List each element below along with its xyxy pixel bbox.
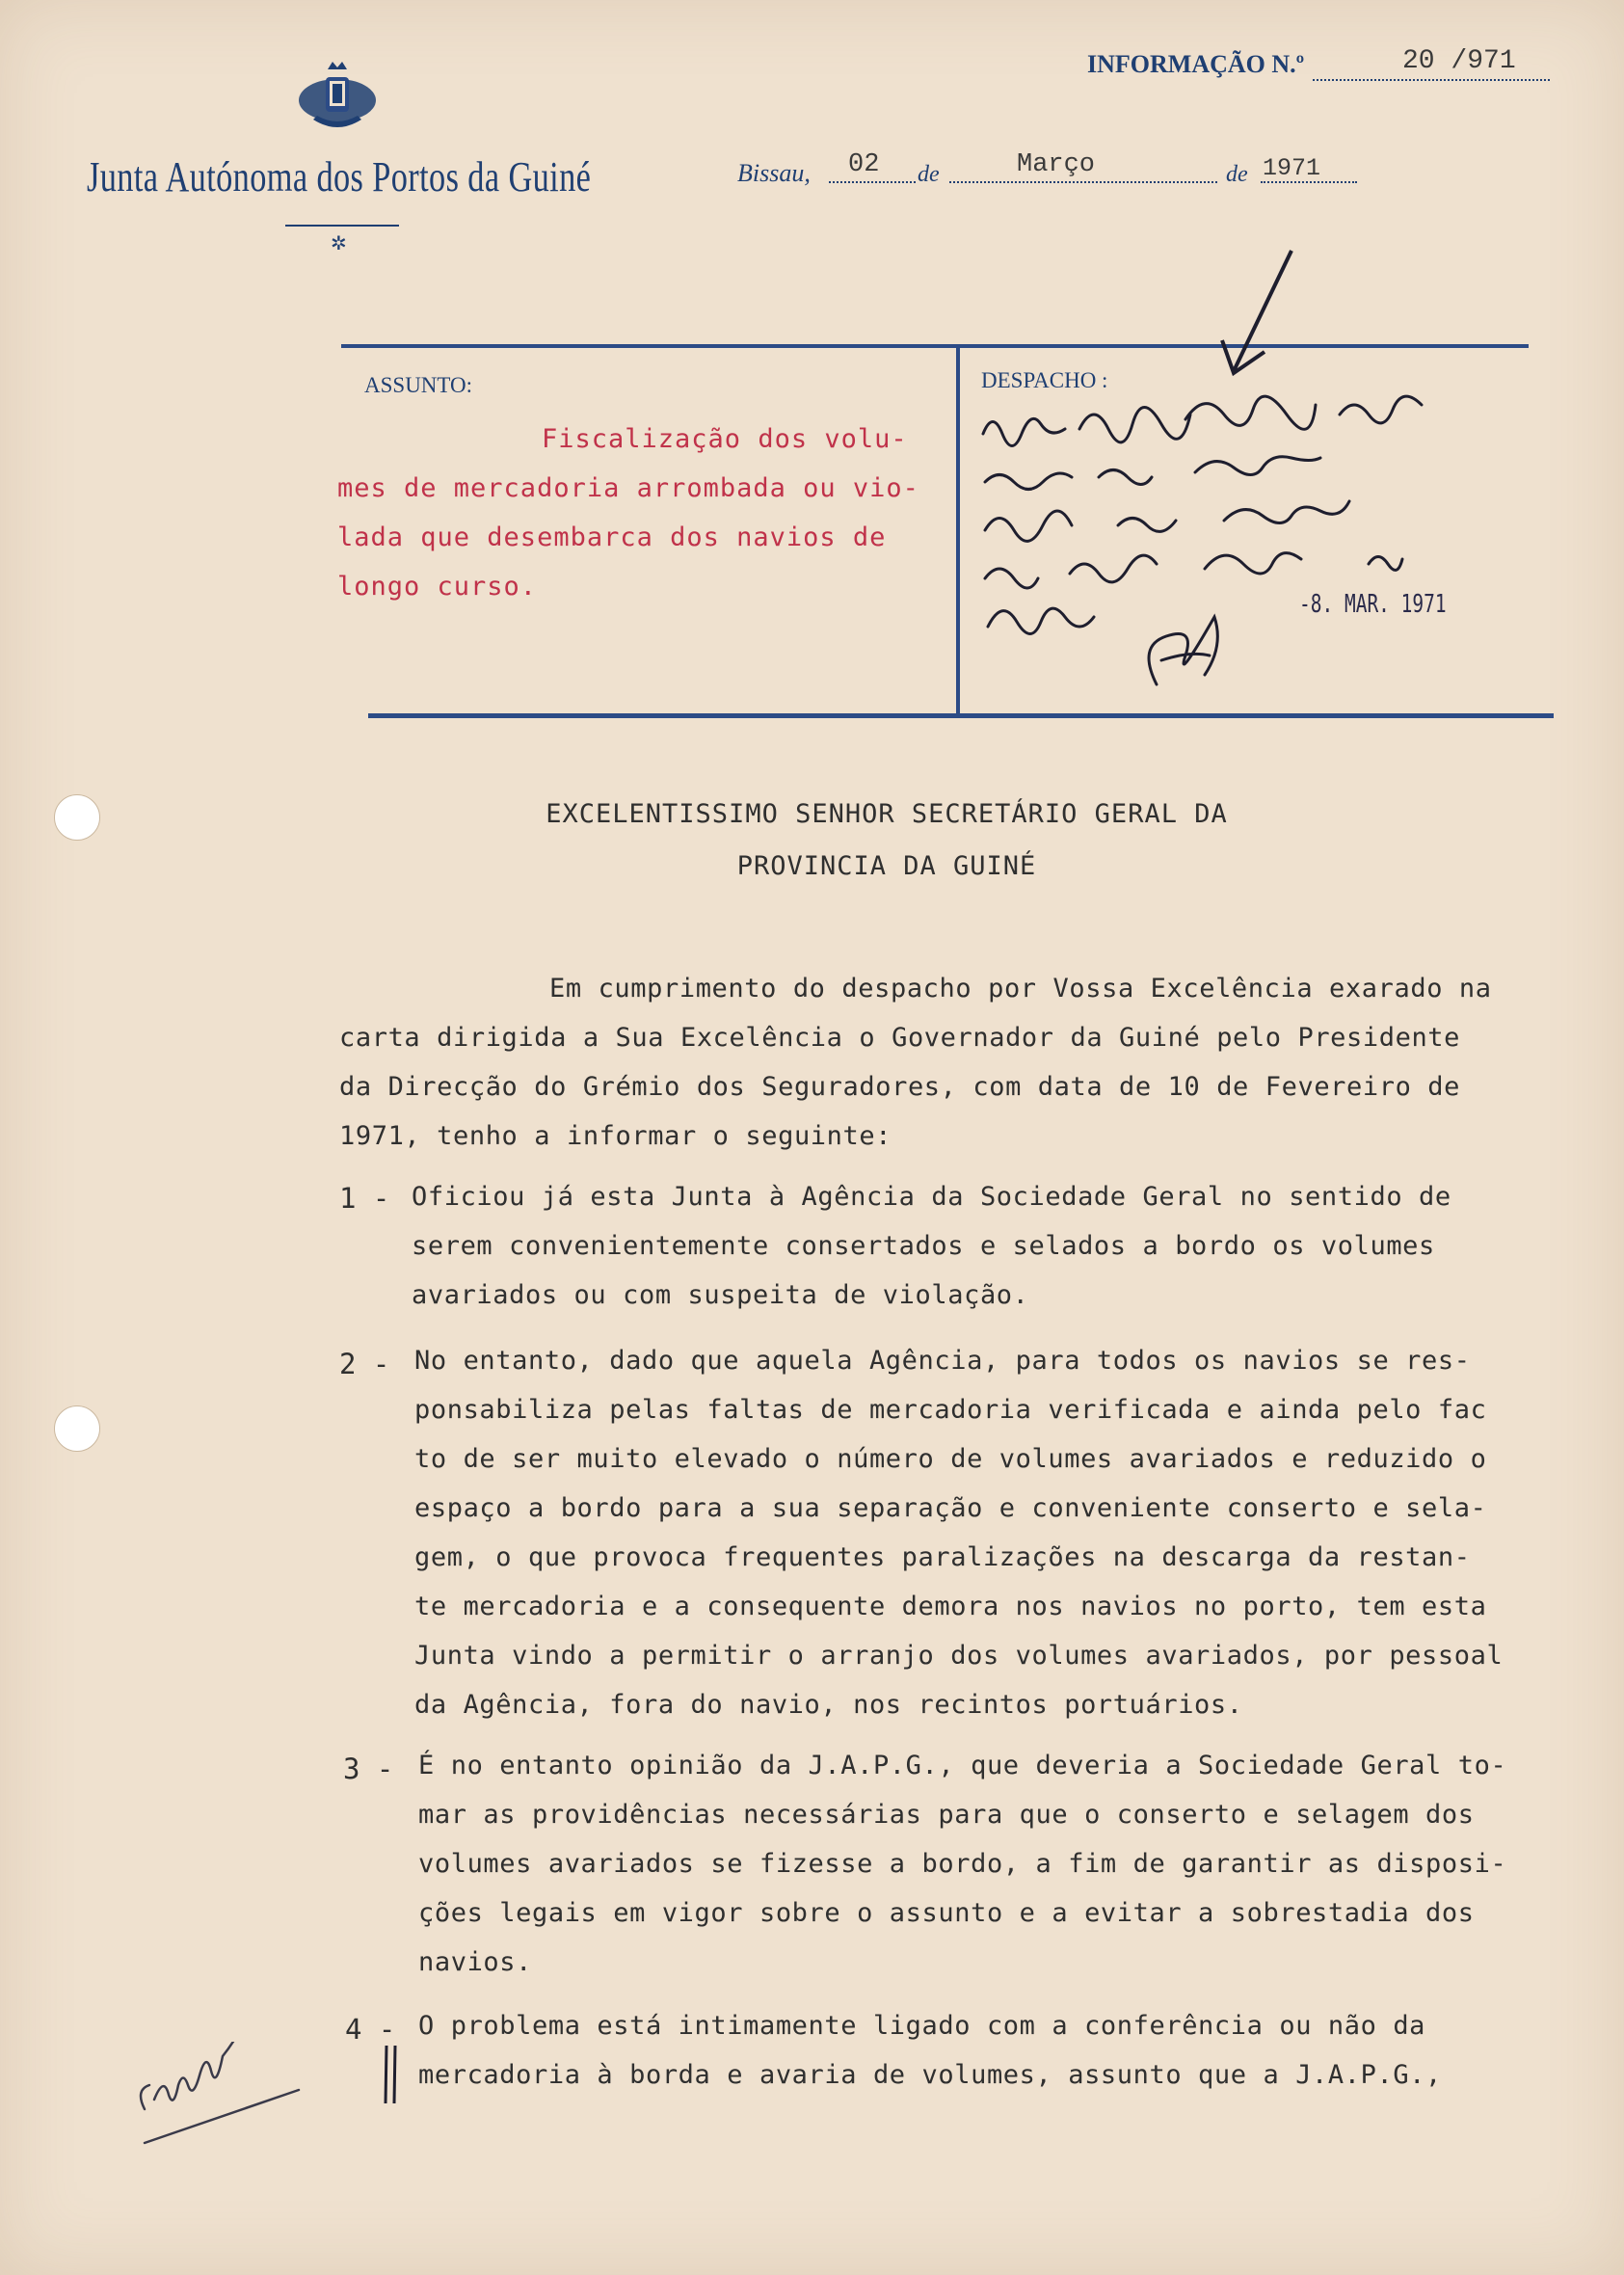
date-year: 1971 bbox=[1263, 154, 1321, 182]
item-line: da Agência, fora do navio, nos recintos portuários. bbox=[414, 1690, 1243, 1720]
assunto-line: lada que desembarca dos navios de bbox=[337, 522, 887, 552]
assunto-line: mes de mercadoria arrombada ou vio- bbox=[337, 473, 919, 503]
date-day: 02 bbox=[848, 150, 880, 179]
intro-paragraph bbox=[339, 964, 1492, 1161]
date-sep-1: de bbox=[918, 162, 940, 187]
item-line: navios. bbox=[418, 1947, 532, 1977]
item-number-1: 1 - bbox=[339, 1182, 390, 1215]
punch-hole-bottom bbox=[54, 1405, 100, 1452]
date-month: Março bbox=[1017, 150, 1096, 179]
box-divider bbox=[956, 347, 960, 713]
item-2-text bbox=[414, 1336, 1503, 1729]
salutation-line: PROVINCIA DA GUINÉ bbox=[736, 851, 1037, 881]
intro-line: Em cumprimento do despacho por Vossa Excelência exarado na bbox=[549, 974, 1492, 1004]
item-line: Junta vindo a permitir o arranjo dos volumes avariados, por pessoal bbox=[414, 1641, 1504, 1671]
asterisk-icon: ✲ bbox=[331, 231, 347, 254]
place-label: Bissau, bbox=[737, 159, 811, 187]
informacao-number: 20 /971 bbox=[1402, 46, 1516, 76]
margin-bars-mark bbox=[382, 2044, 401, 2105]
item-line: avariados ou com suspeita de violação. bbox=[412, 1280, 1029, 1310]
informacao-label: INFORMAÇÃO N.º bbox=[1087, 50, 1305, 78]
salutation bbox=[333, 789, 1441, 893]
header-rule bbox=[285, 225, 399, 227]
arrow-annotation bbox=[1205, 246, 1311, 381]
item-4-text bbox=[418, 2001, 1442, 2100]
item-1-text bbox=[412, 1172, 1451, 1320]
despacho-handwritten-note bbox=[973, 386, 1513, 694]
item-line: volumes avariados se fizesse a bordo, a fim de garantir as disposi- bbox=[418, 1849, 1507, 1879]
item-line: te mercadoria e a consequente demora nos navios no porto, tem esta bbox=[414, 1592, 1487, 1621]
crest-emblem bbox=[294, 60, 381, 137]
item-number-3: 3 - bbox=[343, 1753, 394, 1785]
item-line: ponsabiliza pelas faltas de mercadoria verificada e ainda pelo fac bbox=[414, 1395, 1487, 1425]
month-underline bbox=[949, 181, 1217, 183]
box-top-rule bbox=[341, 344, 1529, 348]
item-line: serem convenientemente consertados e selados a bordo os volumes bbox=[412, 1231, 1435, 1261]
assunto-text bbox=[337, 415, 954, 611]
item-number-2: 2 - bbox=[339, 1348, 390, 1380]
item-line: O problema está intimamente ligado com a conferência ou não da bbox=[418, 2011, 1426, 2041]
intro-line: 1971, tenho a informar o seguinte: bbox=[339, 1121, 892, 1151]
assunto-line: longo curso. bbox=[337, 572, 538, 602]
box-bottom-rule bbox=[368, 713, 1554, 718]
informacao-underline bbox=[1313, 79, 1550, 81]
item-line: espaço a bordo para a sua separação e conveniente conserto e sela- bbox=[414, 1493, 1487, 1523]
item-line: É no entanto opinião da J.A.P.G., que deveria a Sociedade Geral to- bbox=[418, 1751, 1507, 1780]
item-line: ções legais em vigor sobre o assunto e a evitar a sobrestadia dos bbox=[418, 1898, 1475, 1928]
item-line: gem, o que provoca frequentes paralizações na descarga da restan- bbox=[414, 1542, 1471, 1572]
date-sep-2: de bbox=[1226, 162, 1248, 187]
salutation-line: EXCELENTISSIMO SENHOR SECRETÁRIO GERAL DA bbox=[546, 799, 1228, 829]
organization-name: Junta Autónoma dos Portos da Guiné bbox=[87, 153, 592, 201]
item-line: No entanto, dado que aquela Agência, para todos os navios se res- bbox=[414, 1346, 1471, 1376]
despacho-label: DESPACHO : bbox=[981, 368, 1108, 392]
intro-line: da Direcção do Grémio dos Seguradores, com data de 10 de Fevereiro de bbox=[339, 1072, 1461, 1102]
assunto-line: Fiscalização dos volu- bbox=[542, 424, 908, 454]
intro-line: carta dirigida a Sua Excelência o Governador da Guiné pelo Presidente bbox=[339, 1023, 1461, 1053]
received-date-stamp: -8. MAR. 1971 bbox=[1299, 590, 1447, 619]
assunto-label: ASSUNTO: bbox=[364, 373, 473, 397]
item-3-text bbox=[418, 1741, 1506, 1987]
item-line: mar as providências necessárias para que o conserto e selagem dos bbox=[418, 1800, 1475, 1830]
day-underline bbox=[829, 181, 916, 183]
item-line: mercadoria à borda e avaria de volumes, assunto que a J.A.P.G., bbox=[418, 2060, 1442, 2090]
item-line: Oficiou já esta Junta à Agência da Sociedade Geral no sentido de bbox=[412, 1182, 1451, 1212]
item-line: to de ser muito elevado o número de volumes avariados e reduzido o bbox=[414, 1444, 1487, 1474]
item-number-4: 4 - bbox=[345, 2013, 396, 2046]
margin-handwritten-note bbox=[125, 2042, 318, 2148]
punch-hole-top bbox=[54, 794, 100, 841]
